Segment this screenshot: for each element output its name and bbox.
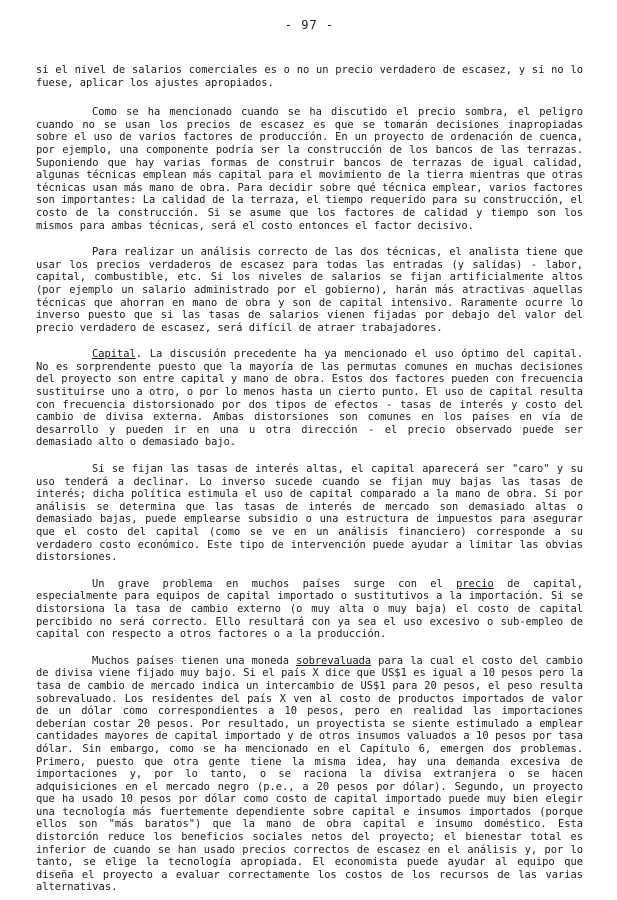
paragraph-6-body: de capital, especialmente para equipos de capital importado o sustitutivos a la importación. Si se distorsiona la tasa de cambio externo (o muy alta o muy baja) el costo de capital percibido no será correcto. Ello resultará con ya sea el uso excesivo o sub-empleo de capital con respecto a otros factores o a la producción.: [36, 577, 583, 641]
paragraph-1: si el nivel de salarios comerciales es o no un precio verdadero de escasez, y si no lo fuese, aplicar los ajustes apropiados.: [36, 64, 583, 89]
page-number: - 97 -: [284, 18, 335, 32]
paragraph-4: [36, 348, 583, 449]
paragraph-3: Para realizar un análisis correcto de las dos técnicas, el analista tiene que usar los precios verdaderos de escasez para todas las entradas (y salidas) - labor, capital, combustible, etc. Si los niveles de salarios se fijan artificialmente altos (por ejemplo un salario administrado por el gobierno), harán más atractivas aquellas técnicas que ahorran en mano de obra y son de capital intensivo. Raramente ocurre lo inverso puesto que si las tasas de salarios vienen fijadas por debajo del valor del precio verdadero de escasez, será difícil de atraer trabajadores.: [36, 246, 583, 334]
section-heading-capital: Capital: [92, 348, 136, 361]
paragraph-6-start: Un grave problema en muchos países surge con el: [92, 577, 457, 590]
paragraph-7-start: Muchos países tienen una moneda: [92, 654, 297, 667]
paragraph-5: Si se fijan las tasas de interés altas, el capital aparecerá ser "caro" y su uso tenderá a declinar. Lo inverso sucede cuando se fijan muy bajas las tasas de interés; dicha política estimula el uso de capital comparado a la mano de obra. Si por análisis se determina que las tasas de interés de mercado son demasiado altas o demasiado bajas, puede emplearse subsidio o una estructura de impuestos para asegurar que el costo del capital (como se ve en un análisis financiero) corresponde a su verdadero costo económico. Este tipo de intervención puede ayudar a limitar las obvias distorsiones.: [36, 463, 583, 564]
paragraph-7-body: para la cual el costo del cambio de divisa viene fijado muy bajo. Si el país X dice que US$1 es igual a 10 pesos pero la tasa de cambio de mercado indica un intercambio de US$1 para 20 pesos, el peso resulta sobrevaluado. Los residentes del país X ven al costo de productos importados de valor de un dólar como correspondientes a 10 pesos, pero en realidad las importaciones deberían costar 20 pesos. Por resultado, un proyectista se siente estimulado a emplear cantidades mayores de capital importado y de otros insumos valuados a 10 pesos por tasa dólar. Sin embargo, como se ha mencionado en el Capítulo 6, emergen dos problemas. Primero, puesto que otra gente tiene la misma idea, hay una demanda excesiva de importaciones y, por lo tanto, o se raciona la divisa extranjera o se hacen adquisiciones en el mercado negro (p.e., a 20 pesos por dólar). Segundo, un proyecto que ha usado 10 pesos por dólar como costo de capital importado puede muy bien elegir una tecnología más fuertemente dependiente sobre capital e insumos importados (porque ellos son "más baratos") que la mano de obra capital e insumo doméstico. Esta distorción reduce los beneficios sociales netos del proyecto; el bienestar total es inferior de cuando se han usado precios correctos de escasez en el análisis y, por lo tanto, se elige la tecnología apropiada. El economista puede ayudar al equipo que diseña el proyecto a evaluar correctamente los costos de los recursos de las varias alternativas.: [36, 654, 583, 894]
paragraph-4-body: . La discusión precedente ha ya mencionado el uso óptimo del capital. No es sorprendente puesto que la mayoría de las permutas comunes en muchas decisiones del proyecto son entre capital y mano de obra. Estos dos factores pueden con frecuencia sustituirse uno a otro, o por lo menos hasta un cierto punto. El uso de capital resulta con frecuencia distorsionado por dos tipos de efectos - tasas de interés y costo del cambio de divisa externa. Ambas distorsiones son comunes en los países en vía de desarrollo y pueden ir en una u otra dirección - el precio observado puede ser demasiado alto o demasiado bajo.: [36, 348, 583, 449]
paragraph-7: [36, 655, 583, 894]
paragraph-6: [36, 578, 583, 641]
underlined-term-sobrevaluada: sobrevaluada: [296, 654, 372, 667]
paragraph-2: Como se ha mencionado cuando se ha discutido el precio sombra, el peligro cuando no se usan los precios de escasez es que se tomarán decisiones inapropiadas sobre el uso de varios factores de producción. En un proyecto de ordenación de cuenca, por ejemplo, una componente podría ser la construcción de los bancos de las terrazas. Suponiendo que hay varias formas de construir bancos de terrazas de igual calidad, algunas técnicas emplean más capital para el movimiento de la tierra mientras que otras técnicas usan más mano de obra. Para decidir sobre qué técnica emplear, varios factores son importantes: La calidad de la terraza, el tiempo requerido para su construcción, el costo de la construcción. Si se asume que los factores de calidad y tiempo son los mismos para ambas técnicas, será el costo entonces el factor decisivo.: [36, 106, 583, 232]
underlined-term-precio: precio: [456, 577, 494, 590]
